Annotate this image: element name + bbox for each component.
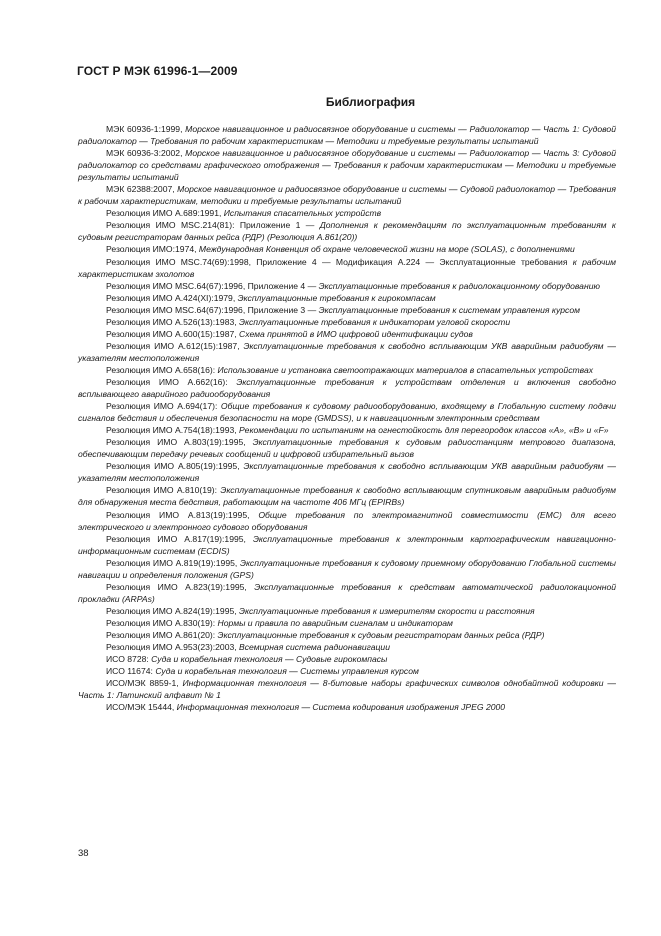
bibliography-entry: [78, 665, 616, 677]
entry-title: Эксплуатационные требования к судовым регистраторам данных рейса (РДР): [217, 629, 545, 640]
bibliography-entry: [78, 484, 616, 508]
section-title: Библиография: [325, 95, 416, 109]
bibliography-entry: [78, 147, 616, 183]
entry-title: Международная Конвенция об охране человеческой жизни на море (SOLAS), с дополнениями: [198, 244, 575, 255]
entry-reference: ИСО/МЭК 15444,: [106, 702, 177, 713]
entry-title: Суда и корабельная технология — Судовые гирокомпасы: [151, 654, 388, 665]
entry-reference: Резолюция ИМО A.662(16):: [106, 376, 237, 387]
entry-reference: Резолюция ИМО A.600(15):1987,: [106, 328, 240, 339]
bibliography-entry: [78, 219, 616, 243]
entry-title: к рабочим характеристикам эхолотов: [78, 256, 616, 279]
entry-title: Морское навигационное и радиосвязное оборудование и системы — Радиолокатор — Часть 3: Судовой радиолокатор со средствами графического отображения — Требования к рабочим характеристикам — Методики и требуемые результаты испытаний: [78, 148, 616, 183]
entry-title: Испытания спасательных устройств: [223, 208, 382, 219]
bibliography-entry: [78, 641, 616, 653]
bibliography-entry: [78, 557, 616, 581]
entry-title: Общие требования к судовому радиооборудованию, входящему в Глобальную систему подачи сигналов бедствия и обеспечения безопасности на море (GMDSS), и к навигационным электронным средствам: [78, 401, 616, 424]
entry-reference: Резолюция ИМО A.612(15):1987,: [106, 340, 244, 351]
bibliography-entry: [78, 677, 616, 701]
entry-title: Эксплуатационные требования к системам управления курсом: [318, 304, 581, 315]
page-number: 38: [78, 848, 89, 859]
entry-reference: МЭК 62388:2007,: [106, 184, 178, 195]
entry-title: Рекомендации по испытаниям на огнестойкость для перегородок классов «A», «B» и «F»: [239, 425, 609, 436]
bibliography-entry: [78, 460, 616, 484]
bibliography-entry: [78, 280, 616, 292]
entry-reference: Резолюция ИМО A.861(20):: [106, 629, 218, 640]
bibliography-entry: [78, 701, 616, 713]
entry-reference: Резолюция ИМО A.830(19):: [106, 617, 218, 628]
entry-title: Эксплуатационные требования к радиолокационному оборудованию: [318, 280, 600, 291]
entry-reference: Резолюция ИМО MSC.74(69):1998, Приложение 4 — Модификация A.224 — Эксплуатационные требования: [106, 256, 573, 267]
entry-reference: Резолюция ИМО A.424(XI):1979,: [106, 292, 238, 303]
entry-title: Эксплуатационные требования к свободно всплывающим УКВ аварийным радиобуям — указателям местоположения: [78, 461, 617, 484]
entry-title: Эксплуатационные требования к судовому приемному оборудованию Глобальной системы навигации и определения положения (GPS): [78, 557, 617, 580]
entry-reference: Резолюция ИМО A.526(13):1983,: [106, 316, 240, 327]
entry-reference: Резолюция ИМО A.694(17):: [106, 401, 221, 412]
bibliography-entry: [78, 617, 616, 629]
entry-reference: Резолюция ИМО A.824(19):1995,: [106, 605, 240, 616]
bibliography-list: [78, 123, 616, 713]
entry-reference: ИСО 8728:: [106, 654, 152, 665]
bibliography-entry: [78, 509, 616, 533]
entry-reference: Резолюция ИМО A.819(19):1995,: [106, 557, 240, 568]
bibliography-entry: [78, 316, 616, 328]
bibliography-entry: [78, 207, 616, 219]
entry-title: Морское навигационное и радиосвязное оборудование и системы — Радиолокатор — Часть 1: Судовой радиолокатор — Требования по рабочим характеристикам — Методики и требуемые результаты испытаний: [78, 124, 616, 147]
entry-title: Эксплуатационные требования к судовым радиостанциям метрового диапазона, обеспечивающим передачу речевых сообщений и цифровой избирательный вызов: [78, 437, 616, 460]
entry-title: Нормы и правила по аварийным сигналам и индикаторам: [217, 617, 453, 628]
bibliography-entry: [78, 376, 616, 400]
entry-reference: ИСО 11674:: [106, 666, 156, 677]
entry-title: Эксплуатационные требования к электронным картографическим навигационно-информационным системам (ECDIS): [78, 533, 616, 556]
entry-reference: МЭК 60936-3:2002,: [106, 148, 186, 159]
entry-reference: Резолюция ИМО A.803(19):1995,: [106, 437, 253, 448]
bibliography-entry: [78, 605, 616, 617]
entry-reference: Резолюция ИМО A.823(19):1995,: [106, 581, 255, 592]
entry-reference: ИСО/МЭК 8859-1,: [106, 678, 183, 689]
document-header: ГОСТ Р МЭК 61996-1—2009: [77, 64, 238, 78]
entry-reference: Резолюция ИМО A.754(18):1993,: [106, 425, 240, 436]
entry-title: Информационная технология — 8-битовые наборы графических символов однобайтной кодировки — Часть 1: Латинский алфавит № 1: [78, 678, 616, 701]
bibliography-entry: [78, 292, 616, 304]
entry-title: Эксплуатационные требования к устройствам отделения и включения свободно всплывающего аварийного радиооборудования: [78, 376, 616, 400]
entry-reference: Резолюция ИМО MSC.64(67):1996, Приложение 3 —: [106, 304, 319, 315]
entry-title: Схема принятой в ИМО цифровой идентификации судов: [239, 328, 473, 339]
bibliography-entry: [78, 328, 616, 340]
entry-title: Эксплуатационные требования к гирокомпасам: [237, 292, 436, 303]
entry-reference: МЭК 60936-1:1999,: [106, 124, 186, 134]
bibliography-entry: [78, 653, 616, 665]
entry-title: Эксплуатационные требования к свободно всплывающим спутниковым аварийным радиобуям для обнаружения места бедствия, работающим на частоте 406 МГц (EPIRBs): [78, 485, 616, 508]
bibliography-entry: [78, 243, 616, 255]
bibliography-entry: [78, 436, 616, 460]
entry-title: Использование и установка светоотражающих материалов в спасательных устройствах: [217, 364, 594, 375]
entry-title: Дополнения к рекомендациям по эксплуатационным требованиям к судовым регистраторам данных рейса (РДР) (Резолюция A.861(20)): [78, 220, 616, 243]
entry-reference: Резолюция ИМО A.810(19):: [106, 485, 221, 496]
entry-reference: Резолюция ИМО MSC.64(67):1996, Приложение 4 —: [106, 280, 319, 291]
entry-reference: Резолюция ИМО A.813(19):1995,: [106, 509, 259, 520]
entry-title: Эксплуатационные требования к индикаторам угловой скорости: [239, 316, 511, 327]
entry-title: Информационная технология — Система кодирования изображения JPEG 2000: [176, 702, 506, 713]
bibliography-entry: [78, 400, 616, 424]
entry-title: Эксплуатационные требования к свободно всплывающим УКВ аварийным радиобуям — указателям местоположения: [78, 340, 617, 363]
entry-reference: Резолюция ИМО A.689:1991,: [106, 208, 224, 219]
entry-title: Эксплуатационные требования к измерителям скорости и расстояния: [239, 605, 535, 616]
bibliography-entry: [78, 256, 616, 280]
entry-reference: Резолюция ИМО A.805(19):1995,: [106, 461, 244, 472]
entry-title: Суда и корабельная технология — Системы управления курсом: [155, 666, 419, 677]
entry-title: Всемирная система радионавигации: [239, 642, 390, 653]
bibliography-entry: [78, 424, 616, 436]
entry-title: Морское навигационное и радиосвязное оборудование и системы — Судовой радиолокатор — Требования к рабочим характеристикам, методики и требуемые результаты испытаний: [78, 184, 616, 207]
bibliography-entry: [78, 183, 616, 207]
entry-title: Общие требования по электромагнитной совместимости (EMC) для всего электрического и электронного судового оборудования: [78, 509, 617, 532]
entry-reference: Резолюция ИМО A.817(19):1995,: [106, 533, 253, 544]
entry-reference: Резолюция ИМО A.953(23):2003,: [106, 642, 240, 653]
entry-reference: Резолюция ИМО:1974,: [106, 244, 199, 255]
bibliography-entry: [78, 629, 616, 641]
bibliography-entry: [78, 304, 616, 316]
bibliography-entry: [78, 581, 616, 605]
bibliography-entry: [78, 340, 616, 364]
entry-title: Эксплуатационные требования к средствам автоматической радиолокационной прокладки (ARPAs): [78, 581, 617, 604]
bibliography-entry: [78, 533, 616, 557]
entry-reference: Резолюция ИМО A.658(16):: [106, 364, 218, 375]
entry-reference: Резолюция ИМО MSC.214(81): Приложение 1 —: [106, 220, 320, 231]
bibliography-entry: [78, 123, 616, 147]
bibliography-entry: [78, 364, 616, 376]
